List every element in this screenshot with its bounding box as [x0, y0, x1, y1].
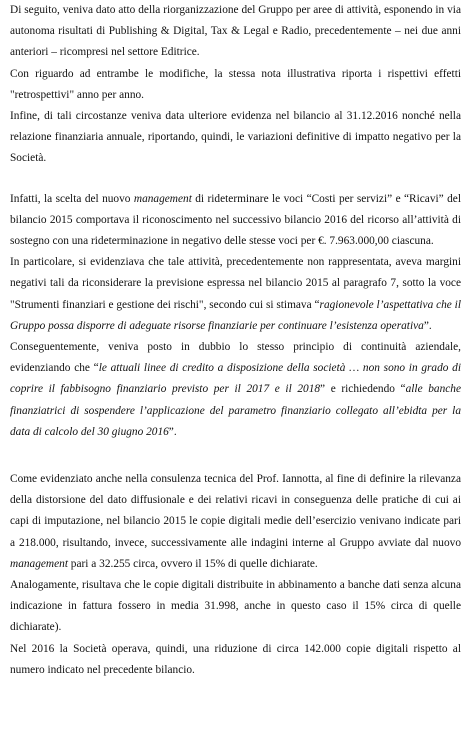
paragraph-spacer [10, 443, 461, 469]
paragraph-copie-abbinate [10, 575, 461, 639]
text-segment: ”. [168, 425, 177, 438]
text-segment: ” e richiedendo “ [320, 383, 406, 396]
paragraph-management [10, 189, 461, 253]
italic-term: management [10, 557, 68, 570]
text-segment: Conseguentemente, veniva posto in dubbio lo stesso principio di continuità aziendale, evidenziando che “ [10, 341, 461, 375]
text-segment: pari a 32.255 circa, ovvero il 15% di quelle dichiarate. [67, 557, 318, 570]
text-segment: ”. [423, 319, 432, 332]
text-segment: Analogamente, risultava che le copie digitali distribuite in abbinamento a banche dati senza alcuna indicazione in fattura fossero in media 31.998, anche in questo caso il 15% circa di quelle dichiarate). [10, 579, 461, 634]
text-segment: di rideterminare le voci “Costi per servizi” e “Ricavi” del bilancio 2015 comportava il riconoscimento nel successivo bilancio 2016 del ricorso all’attività di sostegno con una rideterminazione in negativo delle stesse voci per €. 7.963.000,00 ciascuna. [10, 192, 461, 248]
paragraph-riorganizzazione [10, 0, 461, 64]
paragraph-margini-negativi [10, 252, 461, 337]
italic-quote: ragionevole l’aspettativa che il Gruppo possa disporre di adeguate risorse finanziarie per continuare l’esistenza operativa [10, 298, 461, 332]
italic-term: management [133, 192, 192, 205]
paragraph-spacer [10, 170, 461, 189]
paragraph-consulenza-tecnica [10, 469, 461, 575]
text-segment: Nel 2016 la Società operava, quindi, una riduzione di circa 142.000 copie digitali rispetto al numero indicato nel precedente bilancio. [10, 642, 461, 676]
text-segment: In particolare, si evidenziava che tale attività, precedentemente non rappresentata, aveva margini negativi tali da riconsiderare la previsione espressa nel bilancio 2015 al paragrafo 7, sotto la voce "Strumenti finanziari e gestione dei rischi", secondo cui si stimava “ [10, 256, 461, 311]
paragraph-continuita-aziendale [10, 337, 461, 443]
paragraph-riduzione-copie [10, 639, 461, 681]
paragraph-bilancio-2016 [10, 106, 461, 170]
document-page [10, 0, 461, 681]
text-segment: Di seguito, veniva dato atto della riorganizzazione del Gruppo per aree di attività, esponendo in via autonoma risultati di Publishing & Digital, Tax & Legal e Radio, precedentemente – nei due anni anteriori – ricompresi nel settore Editrice. [10, 4, 461, 59]
text-segment: Infine, di tali circostanze veniva data ulteriore evidenza nel bilancio al 31.12.2016 nonché nella relazione finanziaria annuale, riportando, quindi, le variazioni definitive di impatto negativo per la Società. [10, 110, 461, 165]
italic-quote: alle banche finanziatrici di sospendere l’applicazione del parametro finanziario collegato all’ebidta per la data di calcolo del 30 giugno 2016 [10, 383, 461, 438]
text-segment: Infatti, la scelta del nuovo [10, 192, 134, 205]
text-segment: Come evidenziato anche nella consulenza tecnica del Prof. Iannotta, al fine di definire la rilevanza della distorsione del dato diffusionale e dei relativi ricavi in conseguenza delle pratiche di cui ai capi di imputazione, nel bilancio 2015 le copie digitali medie dell’esercizio venivano indicate pari a 218.000, risultando, invece, successivamente alle indagini interne al Gruppo avviate dal nuovo [10, 473, 461, 549]
paragraph-modifiche [10, 64, 461, 106]
italic-quote: le attuali linee di credito a disposizione della società … non sono in grado di coprire il fabbisogno finanziario previsto per il 2017 e il 2018 [10, 362, 461, 396]
text-segment: Con riguardo ad entrambe le modifiche, la stessa nota illustrativa riporta i rispettivi effetti "retrospettivi" anno per anno. [10, 67, 461, 101]
